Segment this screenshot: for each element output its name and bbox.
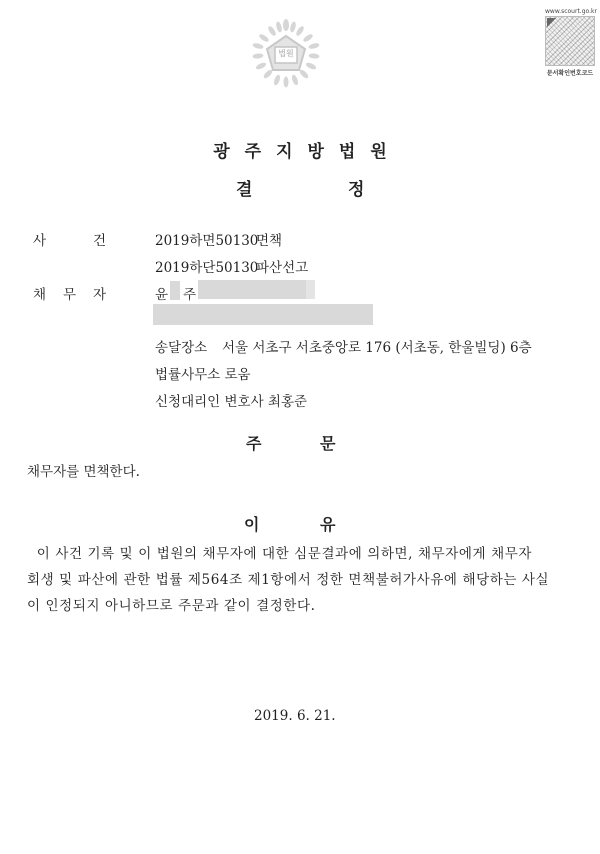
ruling-title (0, 431, 600, 451)
case-label-char: 건 (93, 233, 107, 249)
redacted-address-block (153, 304, 373, 325)
qr-url: www.scourt.go.kr (545, 8, 597, 15)
document-verification-qr (545, 8, 595, 77)
service-address-label: 송달장소 (155, 340, 208, 356)
ruling-text: 채무자를 면책한다. (27, 464, 140, 480)
debtor-name-last: 주 (183, 287, 197, 303)
reason-line: 이 사건 기록 및 이 법원의 채무자에 대한 심문결과에 의하면, 채무자에게 채무자 (27, 546, 532, 562)
reason-title (0, 512, 600, 532)
qr-caption: 문서확인번호코드 (546, 70, 594, 77)
doc-type-char: 정 (348, 180, 365, 200)
ruling-title-char: 주 (246, 434, 262, 453)
reason-title-char: 유 (320, 515, 336, 534)
ruling-title-char: 문 (320, 434, 336, 453)
qr-code-icon (545, 16, 595, 66)
redacted-block (198, 280, 306, 299)
reason-line: 이 인정되지 아니하므로 주문과 같이 결정한다. (27, 598, 316, 614)
debtor-name-first: 윤 (155, 287, 169, 303)
reason-title-char: 이 (244, 515, 260, 534)
reason-line: 회생 및 파산에 관한 법률 제564조 제1항에서 정한 면책불허가사유에 해당하는 사실 (27, 572, 550, 588)
case-number: 2019하면50130 (155, 233, 259, 249)
case-type: 파산선고 (256, 260, 309, 276)
law-firm: 법률사무소 로움 (155, 367, 251, 383)
case-number: 2019하단50130 (155, 260, 259, 276)
emblem-text: 법원 (278, 49, 294, 58)
doc-type-char: 결 (236, 180, 253, 200)
decision-date: 2019. 6. 21. (254, 708, 336, 724)
service-address: 서울 서초구 서초중앙로 176 (서초동, 한울빌딩) 6층 (222, 340, 532, 356)
case-label-char: 사 (33, 233, 47, 249)
court-emblem-icon (249, 18, 323, 88)
redacted-block (306, 280, 315, 299)
redacted-block (170, 281, 180, 300)
court-name: 광주지방법원 (213, 142, 402, 162)
case-type: 면책 (256, 233, 283, 249)
debtor-label-char: 무 (63, 287, 77, 303)
debtor-label-char: 자 (93, 287, 107, 303)
agent: 신청대리인 변호사 최홍준 (155, 394, 308, 410)
debtor-label-char: 채 (33, 287, 47, 303)
